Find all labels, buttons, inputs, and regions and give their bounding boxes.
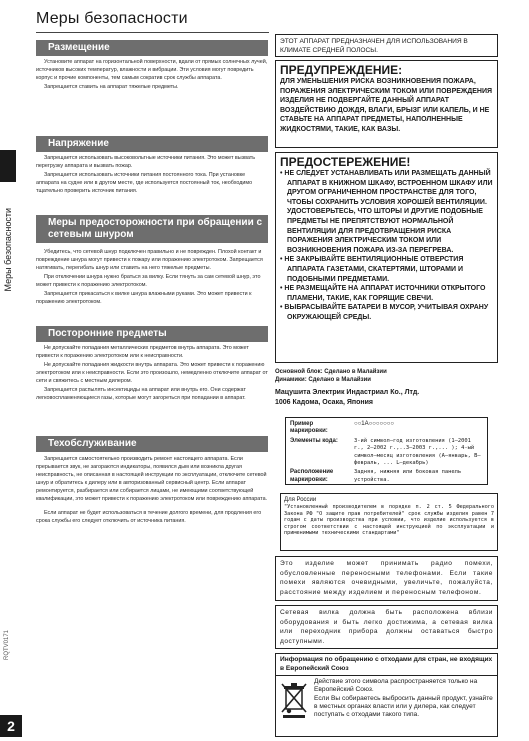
title-divider — [36, 32, 269, 33]
marking-box — [285, 417, 488, 485]
marking-example-value: ○○1A○○○○○○○ — [354, 421, 394, 427]
service-para-2: Если аппарат не будет использоваться в течение долгого времени, для продления его срока службы его следует отключить от источника питания. — [36, 510, 262, 524]
caution-item: • НЕ ЗАКРЫВАЙТЕ ВЕНТИЛЯЦИОННЫЕ ОТВЕРСТИЯ АППАРАТА ГАЗЕТАМИ, СКАТЕРТЯМИ, ШТОРАМИ И ПОДОБНЫМИ ПРЕДМЕТАМИ. — [280, 255, 493, 284]
climate-note-text: ЭТОТ АППАРАТ ПРЕДНАЗНАЧЕН ДЛЯ ИСПОЛЬЗОВАНИЯ В КЛИМАТЕ СРЕДНЕЙ ПОЛОСЫ. — [280, 38, 468, 54]
origin-info — [275, 368, 498, 384]
marking-code-label: Элементы кода: — [290, 437, 338, 444]
foreign-para-1: Не допускайте попадания металлических предметов внутрь аппарата. Это может привести к поражению электротоком или к неисправности. — [36, 345, 249, 359]
placement-text — [36, 58, 268, 92]
warning-box — [275, 60, 498, 148]
placement-para-1: Установите аппарат на горизонтальной поверхности, вдали от прямых солнечных лучей, источников высоких температур, влажности и вибрации. Эти условия могут повредить корпус и прочие компоненты, тем самым сократив срок службы аппарата. — [36, 59, 268, 81]
marking-example-label: Пример маркировки: — [290, 421, 328, 435]
cord-para-3: Запрещается прикасаться к вилке шнура влажными руками. Это может привести к поражению электротоком. — [36, 291, 252, 305]
caution-item: • НЕ СЛЕДУЕТ УСТАНАВЛИВАТЬ ИЛИ РАЗМЕЩАТЬ ДАННЫЙ АППАРАТ В КНИЖНОМ ШКАФУ, ВСТРОЕННОМ ШКАФУ ИЛИ ДРУГОМ ОГРАНИЧЕННОМ ПРОСТРАНСТВЕ ДЛЯ ТОГО, ЧТОБЫ СОХРАНИТЬ УСЛОВИЯ ХОРОШЕЙ ВЕНТИЛЯЦИИ. УДОСТОВЕРЬТЕСЬ, ЧТО ШТОРЫ И ДРУГИЕ ПОДОБНЫЕ ПРЕДМЕТЫ НЕ ПРЕПЯТСТВУЮТ НОРМАЛЬНОЙ ВЕНТИЛЯЦИИ ДЛЯ ПРЕДОТВРАЩЕНИЯ РИСКА ПОРАЖЕНИЯ ЭЛЕКТРИЧЕСКИМ ТОКОМ ИЛИ ВОЗНИКНОВЕНИЯ ПОЖАРА ИЗ-ЗА ПЕРЕГРЕВА. — [280, 169, 493, 255]
cord-text — [36, 248, 268, 307]
marking-location-label: Расположение маркировки: — [290, 469, 334, 483]
eu-text-2: Если Вы собираетесь выбросить данный продукт, узнайте в местных органах власти или у дилера, как следует поступать с отходами такого типа. — [314, 694, 493, 719]
crossed-bin-icon — [280, 680, 308, 720]
marking-code-value: 3-ий символ—год изготовления (1–2001 г., 2–2002 г.,..3–2003 г.,... ); 4-ый символ—месяц изготовления (А–январь, B–февраль, ... L–декабрь) — [354, 437, 481, 467]
caution-item: • ВЫБРАСЫВАЙТЕ БАТАРЕИ В МУСОР, УЧИТЫВАЯ ОХРАНУ ОКРУЖАЮЩЕЙ СРЕДЫ. — [280, 303, 493, 322]
cord-para-2: При отключении шнура нужно браться за вилку. Если тянуть за сам сетевой шнур, это может привести к поражению электротоком. — [36, 274, 261, 288]
service-para-1: Запрещается самостоятельно производить ремонт настоящего аппарата. Если прерывается звук, не загораются индикаторы, появился дым или возникла другая неисправность, не описанная в настоящей инструкции по эксплуатации, отключите сетевой шнур и обратитесь к дилеру или в авторизованный сервисный центр. Если аппарат ремонтируется, разбирается или собирается лицами, не имеющими соответствующей квалификации, это может привести к поражению электротоком или повреждению аппарата. — [36, 456, 268, 502]
foreign-para-2: Не допускайте попадания жидкости внутрь аппарата. Это может привести к поражению электротоком или к неисправности. Если это произошло, немедленно отключите аппарат от сети и свяжитесь с местным дилером. — [36, 362, 268, 384]
interference-box — [275, 556, 498, 601]
caution-title: ПРЕДОСТЕРЕЖЕНИЕ! — [280, 155, 411, 169]
document-code: RQTV0171 — [4, 629, 10, 660]
climate-note-box — [275, 34, 498, 57]
caution-list — [276, 169, 497, 323]
placement-para-2: Запрещается ставить на аппарат тяжелые предметы. — [44, 84, 179, 90]
service-text — [36, 455, 268, 526]
eu-text-1: Действие этого символа распространяется только на Европейский Союз. — [314, 678, 478, 694]
plug-box — [275, 605, 498, 649]
warning-body: ДЛЯ УМЕНЬШЕНИЯ РИСКА ВОЗНИКНОВЕНИЯ ПОЖАРА, ПОРАЖЕНИЯ ЭЛЕКТРИЧЕСКИМ ТОКОМ ИЛИ ПОВРЕЖДЕНИЯ ИЗДЕЛИЯ НЕ ПОДВЕРГАЙТЕ ДАННЫЙ АППАРАТ ВОЗДЕЙСТВИЮ ДОЖДЯ, ВЛАГИ, БРЫЗГ ИЛИ КАПЕЛЬ, И НЕ СТАВЬТЕ НА АППАРАТ ПРЕДМЕТЫ, НАПОЛНЕННЫЕ ЖИДКОСТЯМИ, ТАКИЕ, КАК ВАЗЫ. — [280, 78, 493, 133]
page-number: 2 — [0, 715, 22, 737]
side-tab-marker — [0, 150, 16, 182]
origin-speakers: Динамики: Сделано в Малайзии — [275, 377, 371, 383]
manufacturer-address: 1006 Кадома, Осака, Япония — [275, 398, 374, 406]
marking-location-value: Задняя, нижняя или боковая панель устройства. — [354, 469, 462, 483]
warning-title: ПРЕДУПРЕЖДЕНИЕ: — [280, 63, 403, 77]
caution-box — [275, 152, 498, 363]
eu-title: Информация по обращению с отходами для стран, не входящих в Европейский Союз — [276, 654, 497, 676]
foreign-objects-heading: Посторонние предметы — [36, 326, 268, 342]
voltage-para-2: Запрещается использовать источники питания постоянного тока. При установке аппарата на судне или в другом месте, где используется постоянный ток, необходимо тщательно проверить источник питания. — [36, 172, 253, 194]
voltage-heading: Напряжение — [36, 136, 268, 152]
caution-item: • НЕ РАЗМЕЩАЙТЕ НА АППАРАТ ИСТОЧНИКИ ОТКРЫТОГО ПЛАМЕНИ, ТАКИЕ, КАК ГОРЯЩИЕ СВЕЧИ. — [280, 284, 493, 303]
foreign-para-3: Запрещается распылять инсектициды на аппарат или внутрь его. Они содержат легковоспламеняющиеся газы, которые могут загореться при попадании в аппарат. — [36, 387, 246, 401]
marking-table — [289, 420, 484, 485]
manufacturer-info — [275, 388, 498, 407]
plug-text: Сетевая вилка должна быть расположена вблизи оборудования и быть легко достижима, а сетевая вилка или переходник прибора должны оставаться быстро доступными. — [280, 609, 493, 645]
voltage-para-1: Запрещается использовать высоковольтные источники питания. Это может вызвать перегрузку аппарата и вызвать пожар. — [36, 155, 256, 169]
foreign-objects-text — [36, 344, 268, 403]
russia-text: "Установленный производителем в порядке п. 2 ст. 5 Федерального Закона РФ "О защите прав потребителей" срок службы изделия равен 7 годам с даты производства при условии, что изделие используется в строгом соответствии с настоящей инструкцией по эксплуатации и применимыми техническими стандартами" — [284, 504, 494, 537]
placement-heading: Размещение — [36, 40, 268, 56]
page-title: Меры безопасности — [36, 10, 188, 27]
interference-text: Это изделие может принимать радио помехи, обусловленные переносными телефонами. Если такие помехи являются очевидными, увеличьте, пожалуйста, расстояние между изделием и переносным телефоном. — [280, 560, 493, 596]
side-section-label: Меры безопасности — [3, 208, 13, 292]
russia-box — [280, 493, 498, 551]
origin-main-unit: Основной блок: Сделано в Малайзии — [275, 369, 387, 375]
eu-box — [275, 653, 498, 737]
cord-para-1: Убедитесь, что сетевой шнур подключен правильно и не поврежден. Плохой контакт и повреждение шнура могут привести к пожару или поражению электротоком. Запрещается натягивать, перегибать шнур или ставить на него тяжелые предметы. — [36, 249, 263, 271]
voltage-text — [36, 154, 268, 196]
cord-heading: Меры предосторожности при обращении с сетевым шнуром — [36, 215, 268, 243]
eu-text — [314, 678, 494, 719]
service-heading: Техобслуживание — [36, 436, 268, 452]
manufacturer-name: Мацушита Электрик Индастриал Ко., Лтд. — [275, 389, 420, 396]
russia-label: Для России — [284, 497, 317, 503]
